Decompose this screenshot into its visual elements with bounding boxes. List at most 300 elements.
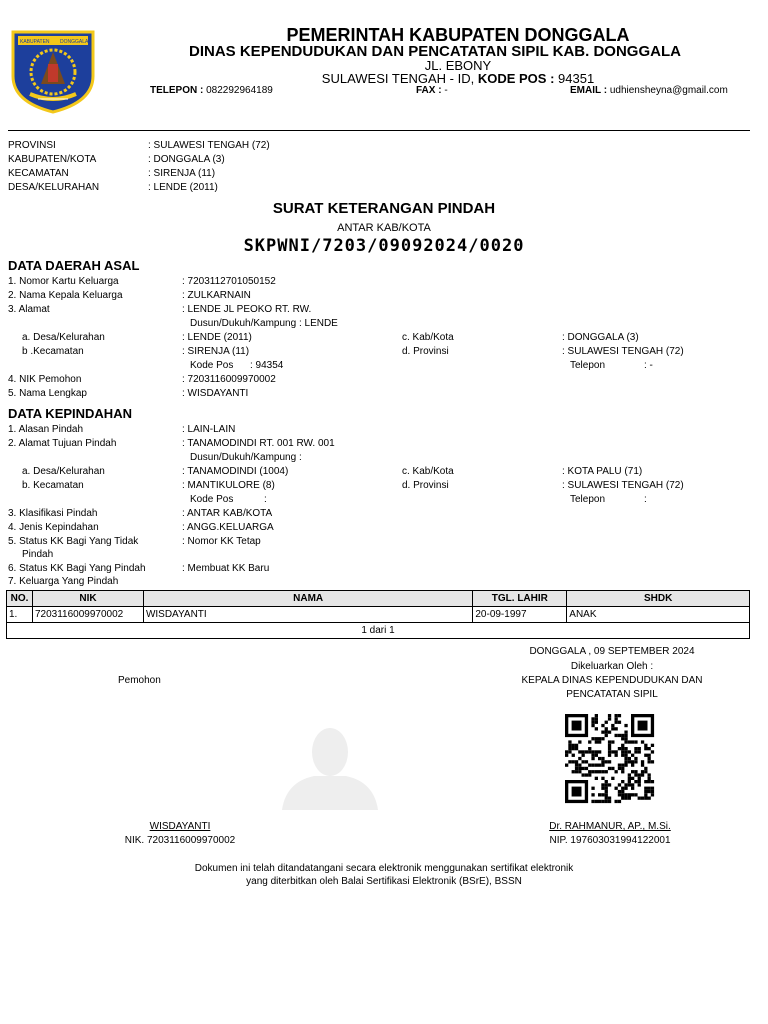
qr-module <box>601 800 604 803</box>
qr-module <box>608 714 611 717</box>
qr-module <box>588 773 591 776</box>
qr-module <box>578 750 581 753</box>
origin-name-value: : WISDAYANTI <box>182 388 249 399</box>
qr-module <box>621 790 624 793</box>
document-title: SURAT KETERANGAN PINDAH <box>272 200 496 217</box>
qr-module <box>605 760 608 763</box>
qr-module <box>608 750 611 753</box>
move-reason-value: : LAIN-LAIN <box>182 424 236 435</box>
origin-address-value: : LENDE JL PEOKO RT. RW. <box>182 304 312 315</box>
qr-module <box>598 757 601 760</box>
qr-module <box>608 797 611 800</box>
qr-module <box>565 750 568 753</box>
qr-module <box>582 773 585 776</box>
qr-module <box>624 750 627 753</box>
qr-module <box>624 747 627 750</box>
qr-module <box>644 744 647 747</box>
move-kec-label: b. Kecamatan <box>22 480 84 491</box>
qr-module <box>651 780 654 783</box>
qr-module <box>648 757 651 760</box>
qr-module <box>651 790 654 793</box>
origin-kab-label: c. Kab/Kota <box>402 332 454 343</box>
qr-module <box>601 793 604 796</box>
qr-module <box>575 744 578 747</box>
column-header-nama: NAMA <box>143 591 472 607</box>
origin-address-label: 3. Alamat <box>8 304 50 315</box>
qr-module <box>601 737 604 740</box>
header-fax-value: - <box>444 85 448 96</box>
qr-module <box>624 783 627 786</box>
origin-prov-value: : SULAWESI TENGAH (72) <box>562 346 684 357</box>
header-phone-value: 082292964189 <box>206 85 273 96</box>
qr-module <box>611 767 614 770</box>
qr-module <box>618 800 621 803</box>
qr-finder-pattern <box>572 721 582 731</box>
qr-module <box>578 740 581 743</box>
header-department: DINAS KEPENDUDUKAN DAN PENCATATAN SIPIL KAB. DONGGALA <box>189 43 681 60</box>
qr-module <box>595 777 598 780</box>
qr-module <box>648 760 651 763</box>
qr-module <box>595 800 598 803</box>
family-table <box>6 590 750 639</box>
qr-module <box>644 793 647 796</box>
qr-module <box>624 740 627 743</box>
move-kab-value: : KOTA PALU (71) <box>562 466 643 477</box>
qr-module <box>608 747 611 750</box>
qr-module <box>585 773 588 776</box>
qr-module <box>628 740 631 743</box>
qr-module <box>595 737 598 740</box>
move-klas-label: 3. Klasifikasi Pindah <box>8 508 98 519</box>
move-tel-value: : <box>644 494 647 505</box>
qr-module <box>624 737 627 740</box>
applicant-label: Pemohon <box>118 675 161 686</box>
qr-module <box>588 764 591 767</box>
qr-module <box>644 770 647 773</box>
qr-code <box>555 714 665 804</box>
move-kab-label: c. Kab/Kota <box>402 466 454 477</box>
qr-module <box>578 764 581 767</box>
qr-module <box>634 780 637 783</box>
qr-module <box>608 760 611 763</box>
qr-module <box>605 727 608 730</box>
qr-module <box>568 740 571 743</box>
qr-module <box>595 727 598 730</box>
issued-by: Dikeluarkan Oleh : <box>570 661 654 672</box>
move-dest-label: 2. Alamat Tujuan Pindah <box>8 438 117 449</box>
qr-module <box>618 764 621 767</box>
cell-tgl-lahir: 20-09-1997 <box>473 607 567 623</box>
qr-module <box>624 797 627 800</box>
origin-kodepos-value: : 94354 <box>250 360 284 371</box>
qr-module <box>598 764 601 767</box>
qr-module <box>608 717 611 720</box>
qr-module <box>575 770 578 773</box>
qr-finder-pattern <box>572 787 582 797</box>
qr-module <box>601 731 604 734</box>
qr-module <box>588 740 591 743</box>
qr-module <box>591 737 594 740</box>
move-status1-label: 5. Status KK Bagi Yang Tidak <box>8 536 139 547</box>
qr-module <box>605 790 608 793</box>
qr-module <box>634 747 637 750</box>
header-region-prefix: SULAWESI TENGAH - ID, <box>321 71 475 86</box>
qr-module <box>621 734 624 737</box>
qr-module <box>628 793 631 796</box>
qr-module <box>648 754 651 757</box>
origin-desa-label: a. Desa/Kelurahan <box>22 332 105 343</box>
qr-module <box>605 800 608 803</box>
qr-module <box>615 714 618 717</box>
qr-module <box>624 754 627 757</box>
qr-module <box>572 747 575 750</box>
qr-module <box>591 757 594 760</box>
origin-nik-label: 4. NIK Pemohon <box>8 374 82 385</box>
qr-module <box>582 760 585 763</box>
qr-module <box>641 770 644 773</box>
office-line-2: PENCATATAN SIPIL <box>566 689 658 700</box>
qr-module <box>608 767 611 770</box>
move-dest-value: : TANAMODINDI RT. 001 RW. 001 <box>182 438 335 449</box>
origin-prov-label: d. Provinsi <box>402 346 449 357</box>
move-kec-value: : MANTIKULORE (8) <box>182 480 275 491</box>
qr-module <box>618 734 621 737</box>
qr-module <box>615 734 618 737</box>
qr-module <box>591 724 594 727</box>
qr-module <box>621 787 624 790</box>
qr-module <box>634 750 637 753</box>
qr-module <box>621 744 624 747</box>
move-status2-label: 6. Status KK Bagi Yang Pindah <box>8 563 146 574</box>
location-provinsi-label: PROVINSI <box>8 140 56 151</box>
qr-module <box>568 747 571 750</box>
qr-module <box>648 790 651 793</box>
cell-nik: 7203116009970002 <box>32 607 143 623</box>
origin-name-label: 5. Nama Lengkap <box>8 388 87 399</box>
qr-module <box>601 724 604 727</box>
qr-module <box>628 777 631 780</box>
qr-module <box>641 760 644 763</box>
qr-module <box>575 767 578 770</box>
qr-module <box>578 757 581 760</box>
qr-module <box>591 793 594 796</box>
qr-module <box>634 757 637 760</box>
qr-module <box>644 780 647 783</box>
qr-module <box>605 787 608 790</box>
move-jenis-value: : ANGG.KELUARGA <box>182 522 274 533</box>
qr-module <box>641 797 644 800</box>
qr-module <box>605 731 608 734</box>
qr-module <box>648 777 651 780</box>
qr-module <box>644 754 647 757</box>
qr-module <box>588 770 591 773</box>
origin-head-label: 2. Nama Kepala Keluarga <box>8 290 123 301</box>
qr-module <box>615 787 618 790</box>
qr-module <box>608 800 611 803</box>
move-klas-value: : ANTAR KAB/KOTA <box>182 508 273 519</box>
origin-kodepos-label: Kode Pos <box>190 360 234 371</box>
qr-module <box>624 757 627 760</box>
qr-module <box>601 764 604 767</box>
origin-kab-value: : DONGGALA (3) <box>562 332 639 343</box>
qr-module <box>648 780 651 783</box>
header-phone <box>150 85 273 97</box>
qr-module <box>615 750 618 753</box>
qr-module <box>611 724 614 727</box>
qr-module <box>605 783 608 786</box>
qr-module <box>601 783 604 786</box>
qr-module <box>598 793 601 796</box>
move-family-label: 7. Keluarga Yang Pindah <box>8 576 119 587</box>
qr-module <box>615 717 618 720</box>
qr-module <box>595 714 598 717</box>
regency-crest-icon <box>8 24 98 114</box>
document-number: SKPWNI/7203/09092024/0020 <box>243 236 525 256</box>
qr-module <box>624 734 627 737</box>
qr-module <box>628 780 631 783</box>
qr-module <box>591 800 594 803</box>
logo-text-left: KABUPATEN <box>20 39 50 45</box>
qr-module <box>608 731 611 734</box>
qr-module <box>621 747 624 750</box>
origin-kec-value: : SIRENJA (11) <box>182 346 250 357</box>
qr-module <box>578 770 581 773</box>
qr-module <box>621 754 624 757</box>
applicant-nik: NIK. 7203116009970002 <box>124 835 236 846</box>
logo-text-right: DONGGALA <box>60 39 89 45</box>
qr-module <box>598 750 601 753</box>
qr-module <box>582 754 585 757</box>
qr-module <box>605 734 608 737</box>
qr-module <box>615 721 618 724</box>
qr-module <box>644 797 647 800</box>
location-desa-label: DESA/KELURAHAN <box>8 182 100 193</box>
qr-module <box>641 764 644 767</box>
qr-module <box>605 770 608 773</box>
qr-module <box>624 724 627 727</box>
regency-logo <box>8 24 98 114</box>
footer-line-2: yang diterbitkan oleh Balai Sertifikasi Elektronik (BSrE), BSSN <box>246 876 522 887</box>
office-line-1: KEPALA DINAS KEPENDUDUKAN DAN <box>521 675 703 686</box>
person-silhouette-icon <box>280 722 380 810</box>
qr-module <box>641 740 644 743</box>
qr-module <box>648 797 651 800</box>
move-desa-value: : TANAMODINDI (1004) <box>182 466 289 477</box>
qr-module <box>598 770 601 773</box>
qr-module <box>582 750 585 753</box>
qr-module <box>641 773 644 776</box>
header-email-label: EMAIL : <box>570 85 608 96</box>
qr-module <box>568 750 571 753</box>
qr-module <box>601 777 604 780</box>
qr-module <box>588 750 591 753</box>
qr-module <box>611 750 614 753</box>
qr-module <box>591 770 594 773</box>
header-phone-label: TELEPON : <box>150 85 204 96</box>
place-date: DONGGALA , 09 SEPTEMBER 2024 <box>529 646 695 657</box>
qr-module <box>621 750 624 753</box>
qr-module <box>638 797 641 800</box>
qr-module <box>591 764 594 767</box>
qr-module <box>575 760 578 763</box>
location-provinsi-value: : SULAWESI TENGAH (72) <box>148 140 270 151</box>
qr-module <box>624 793 627 796</box>
qr-module <box>634 773 637 776</box>
qr-module <box>638 780 641 783</box>
pagination-row <box>7 623 750 639</box>
qr-module <box>582 767 585 770</box>
qr-module <box>575 764 578 767</box>
qr-module <box>598 737 601 740</box>
move-kodepos-label: Kode Pos <box>190 494 234 505</box>
document-subtitle: ANTAR KAB/KOTA <box>337 222 431 234</box>
location-desa-value: : LENDE (2011) <box>148 182 218 193</box>
header-postal-label: KODE POS : <box>477 71 555 86</box>
qr-module <box>598 740 601 743</box>
qr-module <box>618 747 621 750</box>
qr-module <box>595 750 598 753</box>
qr-module <box>595 764 598 767</box>
qr-module <box>651 744 654 747</box>
qr-module <box>591 754 594 757</box>
move-dusun: Dusun/Dukuh/Kampung : <box>190 452 302 463</box>
column-header-shdk: SHDK <box>567 591 750 607</box>
qr-module <box>624 760 627 763</box>
qr-module <box>628 773 631 776</box>
header-email-value: udhiensheyna@gmail.com <box>609 85 728 96</box>
location-kecamatan-label: KECAMATAN <box>8 168 69 179</box>
header-region <box>180 71 736 86</box>
avatar <box>280 722 380 810</box>
qr-module <box>634 770 637 773</box>
qr-module <box>585 760 588 763</box>
qr-module <box>588 747 591 750</box>
header-street: JL. EBONY <box>424 58 492 73</box>
qr-module <box>605 793 608 796</box>
qr-module <box>605 721 608 724</box>
qr-module <box>601 787 604 790</box>
qr-module <box>591 721 594 724</box>
qr-module <box>572 770 575 773</box>
qr-module <box>624 731 627 734</box>
header-title: PEMERINTAH KABUPATEN DONGGALA <box>286 25 630 45</box>
qr-finder-pattern <box>638 721 648 731</box>
column-header-tgl-lahir: TGL. LAHIR <box>473 591 567 607</box>
qr-module <box>565 764 568 767</box>
move-reason-label: 1. Alasan Pindah <box>8 424 84 435</box>
move-status1-value: : Nomor KK Tetap <box>182 536 261 547</box>
origin-kk-value: : 7203112701050152 <box>182 276 276 287</box>
qr-module <box>618 767 621 770</box>
column-header-no: NO. <box>7 591 33 607</box>
qr-module <box>634 760 637 763</box>
qr-module <box>621 770 624 773</box>
qr-module <box>631 793 634 796</box>
qr-module <box>638 777 641 780</box>
qr-module <box>634 740 637 743</box>
origin-desa-value: : LENDE (2011) <box>182 332 252 343</box>
qr-module <box>575 747 578 750</box>
qr-module <box>615 770 618 773</box>
origin-dusun: Dusun/Dukuh/Kampung : LENDE <box>190 318 338 329</box>
origin-tel-label: Telepon <box>570 360 606 371</box>
qr-module <box>631 760 634 763</box>
qr-module <box>611 740 614 743</box>
qr-module <box>638 747 641 750</box>
qr-module <box>568 744 571 747</box>
qr-module <box>601 757 604 760</box>
move-prov-value: : SULAWESI TENGAH (72) <box>562 480 684 491</box>
qr-module <box>585 767 588 770</box>
qr-module <box>628 797 631 800</box>
qr-module <box>595 770 598 773</box>
qr-module <box>628 750 631 753</box>
qr-module <box>601 770 604 773</box>
pagination-label: 1 dari 1 <box>7 623 750 639</box>
qr-module <box>605 797 608 800</box>
qr-module <box>618 721 621 724</box>
cell-shdk: ANAK <box>567 607 750 623</box>
qr-module <box>615 754 618 757</box>
qr-module <box>624 787 627 790</box>
qr-module <box>611 777 614 780</box>
location-kecamatan-value: : SIRENJA (11) <box>148 168 216 179</box>
qr-module <box>608 783 611 786</box>
qr-module <box>651 793 654 796</box>
qr-module <box>638 750 641 753</box>
header-fax-label: FAX : <box>416 85 442 96</box>
qr-module <box>631 770 634 773</box>
qr-module <box>651 760 654 763</box>
move-tel-label: Telepon <box>570 494 606 505</box>
move-jenis-label: 4. Jenis Kepindahan <box>8 522 99 533</box>
qr-module <box>621 780 624 783</box>
qr-module <box>618 790 621 793</box>
qr-module <box>595 740 598 743</box>
qr-module <box>648 773 651 776</box>
qr-module <box>591 750 594 753</box>
qr-module <box>644 767 647 770</box>
qr-module <box>628 783 631 786</box>
qr-code-icon <box>555 714 665 804</box>
qr-module <box>595 721 598 724</box>
qr-module <box>631 764 634 767</box>
move-heading: DATA KEPINDAHAN <box>8 406 132 421</box>
origin-nik-value: : 7203116009970002 <box>182 374 276 385</box>
origin-tel-value: : - <box>644 360 653 371</box>
move-status1-label-cont: Pindah <box>22 549 54 560</box>
qr-module <box>648 787 651 790</box>
header-divider <box>8 130 750 131</box>
qr-module <box>601 760 604 763</box>
qr-module <box>621 797 624 800</box>
official-name: Dr. RAHMANUR, AP., M.Si. <box>549 821 671 832</box>
qr-module <box>578 767 581 770</box>
qr-module <box>644 787 647 790</box>
applicant-name: WISDAYANTI <box>149 821 211 832</box>
qr-module <box>631 777 634 780</box>
qr-module <box>605 780 608 783</box>
qr-module <box>598 800 601 803</box>
qr-module <box>621 793 624 796</box>
move-desa-label: a. Desa/Kelurahan <box>22 466 105 477</box>
cell-no: 1. <box>7 607 33 623</box>
table-row <box>7 607 750 623</box>
qr-module <box>634 793 637 796</box>
column-header-nik: NIK <box>32 591 143 607</box>
location-kabupaten-value: : DONGGALA (3) <box>148 154 225 165</box>
qr-module <box>608 754 611 757</box>
